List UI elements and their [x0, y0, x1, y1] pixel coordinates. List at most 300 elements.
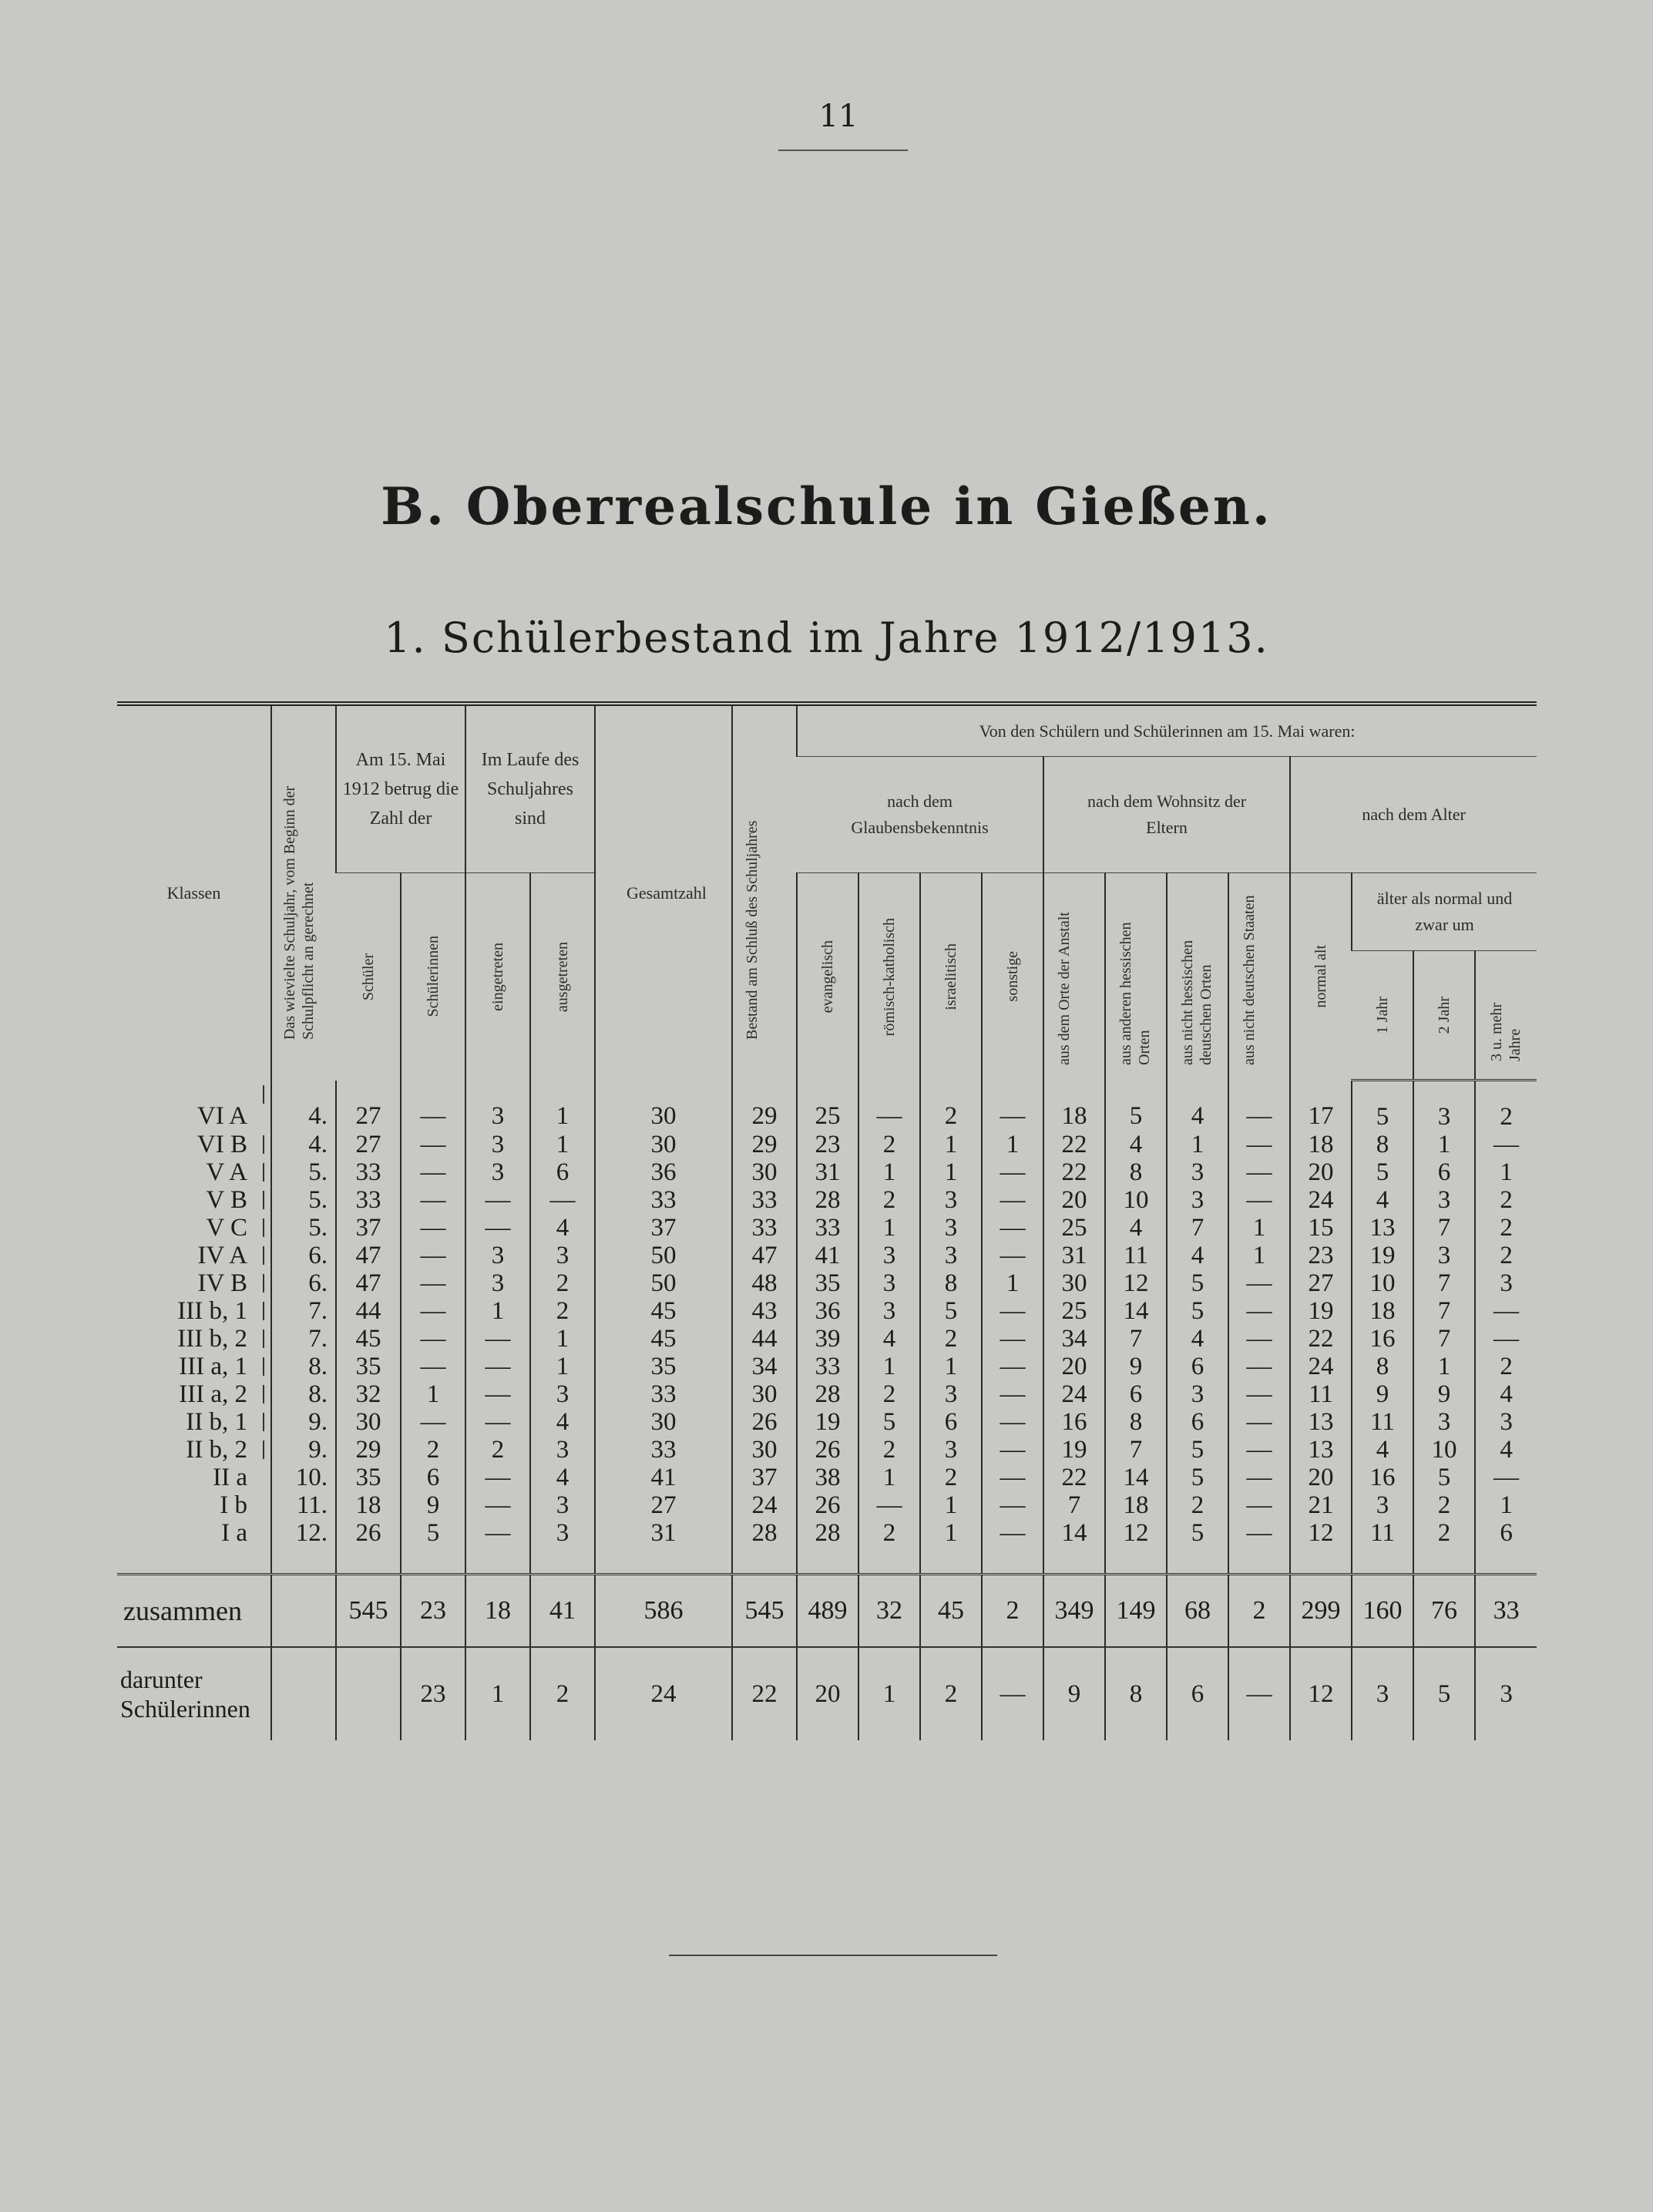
- table-cell: 3: [1475, 1647, 1537, 1740]
- table-row: [117, 1408, 1537, 1436]
- table-cell: 24: [595, 1647, 732, 1740]
- table-cell: 3: [920, 1436, 982, 1464]
- class-label: III a, 2: [117, 1380, 271, 1408]
- table-cell: —: [982, 1464, 1043, 1491]
- table-cell: 1: [401, 1380, 465, 1408]
- table-cell: 32: [336, 1380, 401, 1408]
- header-dt-staaten: aus nicht deutschen Staaten: [1228, 873, 1290, 1081]
- table-cell: —: [1228, 1408, 1290, 1436]
- table-row: [117, 1242, 1537, 1269]
- table-cell: 3: [465, 1158, 530, 1186]
- table-cell: —: [982, 1081, 1043, 1131]
- table-cell: 1: [920, 1158, 982, 1186]
- table-cell: 47: [336, 1242, 401, 1269]
- table-cell: —: [401, 1242, 465, 1269]
- page-number: 11: [818, 99, 858, 134]
- school-year: 7.: [271, 1325, 336, 1353]
- table-cell: 11: [1290, 1380, 1352, 1408]
- table-cell: —: [401, 1214, 465, 1242]
- table-cell: —: [401, 1269, 465, 1297]
- header-schueler: Schüler: [359, 953, 377, 1000]
- table-cell: 22: [1043, 1158, 1105, 1186]
- table-cell: 586: [595, 1575, 732, 1648]
- table-cell: 45: [336, 1325, 401, 1353]
- table-cell: 45: [595, 1325, 732, 1353]
- table-cell: 14: [1105, 1464, 1167, 1491]
- school-year: 10.: [271, 1464, 336, 1491]
- table-cell: 6: [1475, 1519, 1537, 1575]
- table-cell: 26: [797, 1436, 858, 1464]
- table-cell: 24: [732, 1491, 797, 1519]
- table-cell: 33: [336, 1186, 401, 1214]
- table-cell: 20: [1043, 1186, 1105, 1214]
- table-cell: 3: [465, 1242, 530, 1269]
- table-cell: 19: [1290, 1297, 1352, 1325]
- table-cell: 18: [1290, 1131, 1352, 1158]
- table-cell: —: [465, 1464, 530, 1491]
- table-cell: —: [982, 1186, 1043, 1214]
- table-cell: 3: [1167, 1380, 1228, 1408]
- school-year: 12.: [271, 1519, 336, 1575]
- table-cell: 26: [336, 1519, 401, 1575]
- class-label: II b, 2: [117, 1436, 271, 1464]
- table-cell: [336, 1647, 401, 1740]
- table-cell: 9: [1413, 1380, 1475, 1408]
- table-cell: —: [1228, 1186, 1290, 1214]
- table-cell: 15: [1290, 1214, 1352, 1242]
- table-cell: 1: [465, 1297, 530, 1325]
- table-cell: 32: [858, 1575, 920, 1648]
- class-label: IV B: [117, 1269, 271, 1297]
- school-year: 5.: [271, 1214, 336, 1242]
- table-cell: 30: [732, 1158, 797, 1186]
- table-cell: 2: [1475, 1081, 1537, 1131]
- table-cell: 25: [797, 1081, 858, 1131]
- table-cell: 7: [1167, 1214, 1228, 1242]
- header-schuljahr: Das wievielte Schuljahr, vom Beginn der Schulpflicht an gerechnet: [271, 704, 336, 1081]
- table-cell: 3: [858, 1297, 920, 1325]
- table-cell: 6: [401, 1464, 465, 1491]
- header-dt-orte: aus nicht hessischen deutschen Orten: [1167, 873, 1228, 1081]
- table-cell: 30: [732, 1436, 797, 1464]
- table-cell: 2: [858, 1436, 920, 1464]
- table-cell: 31: [1043, 1242, 1105, 1269]
- table-cell: 2: [982, 1575, 1043, 1648]
- table-cell: 2: [1475, 1214, 1537, 1242]
- table-cell: 8: [920, 1269, 982, 1297]
- table-cell: 12: [1290, 1519, 1352, 1575]
- table-cell: —: [982, 1519, 1043, 1575]
- table-cell: 20: [1290, 1158, 1352, 1186]
- table-cell: 4: [530, 1408, 595, 1436]
- class-label: darunter Schülerinnen: [120, 1666, 250, 1723]
- table-cell: 3: [1413, 1081, 1475, 1131]
- table-cell: 41: [530, 1575, 595, 1648]
- table-cell: —: [982, 1325, 1043, 1353]
- table-cell: 37: [732, 1464, 797, 1491]
- table-cell: 19: [1352, 1242, 1413, 1269]
- table-cell: —: [401, 1325, 465, 1353]
- table-cell: —: [1228, 1353, 1290, 1380]
- header-aelter: älter als normal und zwar um: [1352, 873, 1537, 951]
- table-cell: —: [465, 1186, 530, 1214]
- table-cell: —: [465, 1353, 530, 1380]
- table-cell: 41: [797, 1242, 858, 1269]
- table-cell: 1: [982, 1131, 1043, 1158]
- header-ausgetreten: ausgetreten: [530, 873, 595, 1081]
- class-label: II b, 1: [117, 1408, 271, 1436]
- table-row: [117, 1491, 1537, 1519]
- table-cell: 3: [920, 1242, 982, 1269]
- table-cell: 18: [1043, 1081, 1105, 1131]
- table-cell: 7: [1413, 1297, 1475, 1325]
- table-cell: —: [982, 1491, 1043, 1519]
- table-row: [117, 1297, 1537, 1325]
- table-cell: 27: [1290, 1269, 1352, 1297]
- table-cell: 23: [401, 1647, 465, 1740]
- table-cell: —: [465, 1380, 530, 1408]
- table-cell: 2: [1475, 1186, 1537, 1214]
- table-cell: 12: [1105, 1269, 1167, 1297]
- table-row: [117, 1214, 1537, 1242]
- table-cell: 23: [401, 1575, 465, 1648]
- table-cell: 76: [1413, 1575, 1475, 1648]
- table-cell: —: [401, 1186, 465, 1214]
- table-cell: 2: [1413, 1491, 1475, 1519]
- header-hess-orte: aus anderen hessischen Orten: [1105, 873, 1167, 1081]
- table-cell: 8: [1105, 1408, 1167, 1436]
- school-year: 11.: [271, 1491, 336, 1519]
- table-cell: —: [982, 1436, 1043, 1464]
- table-title: 1. Schülerbestand im Jahre 1912/1913.: [384, 614, 1269, 662]
- table-cell: 9: [1105, 1353, 1167, 1380]
- table-cell: 7: [1105, 1436, 1167, 1464]
- school-year: 8.: [271, 1380, 336, 1408]
- table-cell: —: [1228, 1436, 1290, 1464]
- table-cell: 2: [401, 1436, 465, 1464]
- table-cell: 29: [732, 1081, 797, 1131]
- table-cell: 6: [1105, 1380, 1167, 1408]
- table-cell: 3: [920, 1186, 982, 1214]
- table-cell: 2: [1475, 1242, 1537, 1269]
- table-cell: 2: [465, 1436, 530, 1464]
- table-cell: 5: [1352, 1158, 1413, 1186]
- table-cell: 24: [1290, 1186, 1352, 1214]
- table-cell: 35: [595, 1353, 732, 1380]
- table-cell: 5: [1352, 1081, 1413, 1131]
- table-cell: 24: [1290, 1353, 1352, 1380]
- table-row: [117, 1436, 1537, 1464]
- table-cell: —: [982, 1380, 1043, 1408]
- table-cell: 31: [595, 1519, 732, 1575]
- table-cell: —: [401, 1353, 465, 1380]
- table-cell: 2: [858, 1131, 920, 1158]
- school-year: 5.: [271, 1186, 336, 1214]
- table-cell: 545: [336, 1575, 401, 1648]
- school-year: 5.: [271, 1158, 336, 1186]
- school-year: 4.: [271, 1131, 336, 1158]
- table-cell: 11: [1352, 1519, 1413, 1575]
- table-cell: 5: [1413, 1647, 1475, 1740]
- table-cell: 2: [920, 1325, 982, 1353]
- table-cell: 1: [465, 1647, 530, 1740]
- table-cell: 28: [797, 1519, 858, 1575]
- table-cell: 5: [1105, 1081, 1167, 1131]
- table-cell: 33: [595, 1186, 732, 1214]
- table-cell: 22: [1290, 1325, 1352, 1353]
- table-cell: 2: [920, 1464, 982, 1491]
- page-title: B. Oberrealschule in Gießen.: [381, 476, 1272, 536]
- table-cell: 50: [595, 1242, 732, 1269]
- table-cell: 6: [920, 1408, 982, 1436]
- table-cell: —: [1228, 1158, 1290, 1186]
- table-cell: 33: [595, 1436, 732, 1464]
- table-cell: 8: [1105, 1158, 1167, 1186]
- table-cell: 27: [595, 1491, 732, 1519]
- header-wohnsitz: nach dem Wohnsitz der Eltern: [1043, 757, 1290, 873]
- table-cell: 10: [1105, 1186, 1167, 1214]
- table-cell: —: [858, 1081, 920, 1131]
- table-cell: —: [1228, 1491, 1290, 1519]
- table-cell: 19: [1043, 1436, 1105, 1464]
- table-cell: 3: [1167, 1186, 1228, 1214]
- school-year: 8.: [271, 1353, 336, 1380]
- table-cell: 1: [920, 1519, 982, 1575]
- header-alter: nach dem Alter: [1290, 757, 1537, 873]
- table-cell: 1: [530, 1353, 595, 1380]
- table-cell: 3: [465, 1081, 530, 1131]
- table-cell: 29: [336, 1436, 401, 1464]
- table-cell: —: [465, 1519, 530, 1575]
- table-cell: 23: [797, 1131, 858, 1158]
- school-year: 4.: [271, 1081, 336, 1131]
- table-cell: 3: [858, 1242, 920, 1269]
- table-cell: —: [1228, 1380, 1290, 1408]
- class-label: III b, 2: [117, 1325, 271, 1353]
- table-cell: 37: [595, 1214, 732, 1242]
- table-row: [117, 1269, 1537, 1297]
- table-cell: 28: [732, 1519, 797, 1575]
- table-cell: —: [982, 1353, 1043, 1380]
- table-cell: 5: [1167, 1269, 1228, 1297]
- table-cell: 1: [920, 1491, 982, 1519]
- table-cell: —: [858, 1491, 920, 1519]
- table-cell: 17: [1290, 1081, 1352, 1131]
- table-row: [117, 1647, 1537, 1740]
- table-cell: —: [1228, 1081, 1290, 1131]
- header-katholisch: römisch-katholisch: [858, 873, 920, 1081]
- table-cell: 44: [732, 1325, 797, 1353]
- table-cell: 25: [1043, 1297, 1105, 1325]
- table-cell: 2: [858, 1186, 920, 1214]
- table-cell: 20: [1290, 1464, 1352, 1491]
- student-table: [117, 701, 1537, 1740]
- table-cell: 14: [1043, 1519, 1105, 1575]
- table-cell: 4: [858, 1325, 920, 1353]
- table-cell: 3: [530, 1491, 595, 1519]
- table-cell: 7: [1413, 1325, 1475, 1353]
- table-cell: 12: [1105, 1519, 1167, 1575]
- table-row: [117, 1519, 1537, 1575]
- table-cell: 1: [920, 1131, 982, 1158]
- table-cell: 19: [797, 1408, 858, 1436]
- table-cell: 1: [1228, 1242, 1290, 1269]
- table-cell: 5: [858, 1408, 920, 1436]
- table-cell: 26: [797, 1491, 858, 1519]
- header-sonstige: sonstige: [982, 873, 1043, 1081]
- table-cell: 28: [797, 1380, 858, 1408]
- table-cell: 3: [530, 1242, 595, 1269]
- table-cell: 18: [1105, 1491, 1167, 1519]
- table-cell: 9: [1043, 1647, 1105, 1740]
- header-glauben: nach dem Glaubensbekenntnis: [797, 757, 1043, 873]
- table-cell: 1: [1475, 1491, 1537, 1519]
- table-row: [117, 1380, 1537, 1408]
- header-j3: 3 u. mehr Jahre: [1475, 951, 1537, 1081]
- table-cell: 24: [1043, 1380, 1105, 1408]
- table-cell: 3: [530, 1380, 595, 1408]
- table-cell: 4: [1475, 1436, 1537, 1464]
- table-cell: —: [401, 1297, 465, 1325]
- table-cell: 4: [1105, 1131, 1167, 1158]
- table-cell: 3: [858, 1269, 920, 1297]
- table-cell: 8: [1105, 1647, 1167, 1740]
- class-label: III b, 1: [117, 1297, 271, 1325]
- table-cell: 4: [1167, 1081, 1228, 1131]
- table-cell: 6: [1167, 1353, 1228, 1380]
- table-cell: 3: [530, 1519, 595, 1575]
- school-year: [271, 1575, 336, 1648]
- class-label: V B: [117, 1186, 271, 1214]
- table-cell: 47: [336, 1269, 401, 1297]
- table-cell: 3: [1475, 1269, 1537, 1297]
- table-cell: 5: [1167, 1297, 1228, 1325]
- table-cell: 23: [1290, 1242, 1352, 1269]
- table-cell: 4: [1352, 1186, 1413, 1214]
- table-cell: 5: [1167, 1519, 1228, 1575]
- table-cell: 39: [797, 1325, 858, 1353]
- table-cell: 3: [1413, 1408, 1475, 1436]
- table-cell: —: [1228, 1131, 1290, 1158]
- table-cell: 2: [920, 1081, 982, 1131]
- table-cell: 22: [1043, 1131, 1105, 1158]
- table-cell: 10: [1352, 1269, 1413, 1297]
- table-cell: 18: [336, 1491, 401, 1519]
- student-table-wrapper: [117, 701, 1524, 1723]
- class-label: V C: [117, 1214, 271, 1242]
- table-cell: 299: [1290, 1575, 1352, 1648]
- table-cell: 45: [920, 1575, 982, 1648]
- table-cell: 7: [1413, 1269, 1475, 1297]
- table-row: [117, 1186, 1537, 1214]
- table-cell: 4: [1105, 1214, 1167, 1242]
- table-cell: 29: [732, 1131, 797, 1158]
- table-cell: 41: [595, 1464, 732, 1491]
- table-cell: —: [982, 1214, 1043, 1242]
- table-cell: 8: [1352, 1353, 1413, 1380]
- table-cell: 47: [732, 1242, 797, 1269]
- table-cell: —: [1228, 1519, 1290, 1575]
- class-label: V A: [117, 1158, 271, 1186]
- class-label: I a: [117, 1519, 271, 1575]
- school-year: 6.: [271, 1242, 336, 1269]
- table-cell: 1: [858, 1464, 920, 1491]
- table-cell: 4: [1475, 1380, 1537, 1408]
- table-cell: —: [401, 1081, 465, 1131]
- class-label: I b: [220, 1491, 247, 1519]
- table-cell: 16: [1352, 1325, 1413, 1353]
- table-cell: 12: [1290, 1647, 1352, 1740]
- table-cell: 1: [1475, 1158, 1537, 1186]
- table-cell: 3: [920, 1214, 982, 1242]
- table-cell: —: [465, 1214, 530, 1242]
- table-cell: —: [465, 1491, 530, 1519]
- header-eingetreten: eingetreten: [465, 873, 530, 1081]
- table-cell: 7: [1105, 1325, 1167, 1353]
- table-cell: 5: [1167, 1464, 1228, 1491]
- header-am-mai: Am 15. Mai 1912 betrug die Zahl der: [336, 704, 465, 873]
- school-year: 9.: [271, 1408, 336, 1436]
- table-cell: 34: [732, 1353, 797, 1380]
- school-year: 9.: [271, 1436, 336, 1464]
- table-cell: 33: [336, 1158, 401, 1186]
- table-cell: 30: [732, 1380, 797, 1408]
- table-cell: 4: [1167, 1325, 1228, 1353]
- table-cell: 3: [465, 1269, 530, 1297]
- table-cell: 2: [858, 1519, 920, 1575]
- table-cell: 27: [336, 1081, 401, 1131]
- table-cell: 2: [530, 1647, 595, 1740]
- table-cell: —: [1228, 1464, 1290, 1491]
- table-cell: —: [1475, 1131, 1537, 1158]
- header-normal: normal alt: [1290, 873, 1352, 1081]
- table-cell: 4: [530, 1464, 595, 1491]
- class-label: II a: [213, 1464, 247, 1491]
- table-cell: 16: [1043, 1408, 1105, 1436]
- table-cell: —: [982, 1242, 1043, 1269]
- table-cell: 6: [530, 1158, 595, 1186]
- table-cell: 3: [1352, 1647, 1413, 1740]
- table-cell: —: [1228, 1647, 1290, 1740]
- table-cell: 489: [797, 1575, 858, 1648]
- table-cell: 11: [1105, 1242, 1167, 1269]
- bottom-rule: [669, 1955, 997, 1956]
- table-cell: 43: [732, 1297, 797, 1325]
- table-cell: 2: [1167, 1491, 1228, 1519]
- table-cell: 44: [336, 1297, 401, 1325]
- table-cell: 1: [1167, 1131, 1228, 1158]
- class-label: VI A: [117, 1081, 271, 1131]
- table-cell: 26: [732, 1408, 797, 1436]
- table-cell: 30: [595, 1408, 732, 1436]
- table-cell: 33: [797, 1214, 858, 1242]
- header-von-den: Von den Schülern und Schülerinnen am 15. Mai waren:: [797, 704, 1537, 757]
- table-cell: 1: [530, 1131, 595, 1158]
- table-cell: 1: [920, 1353, 982, 1380]
- class-label: VI B: [117, 1131, 271, 1158]
- school-year: [271, 1647, 336, 1740]
- table-cell: 1: [982, 1269, 1043, 1297]
- table-cell: —: [982, 1297, 1043, 1325]
- table-cell: 30: [1043, 1269, 1105, 1297]
- table-cell: 149: [1105, 1575, 1167, 1648]
- table-cell: 9: [1352, 1380, 1413, 1408]
- table-row: [117, 1575, 1537, 1648]
- table-cell: 6: [1167, 1647, 1228, 1740]
- table-cell: 2: [1413, 1519, 1475, 1575]
- header-klassen: Klassen: [166, 882, 221, 903]
- table-cell: 160: [1352, 1575, 1413, 1648]
